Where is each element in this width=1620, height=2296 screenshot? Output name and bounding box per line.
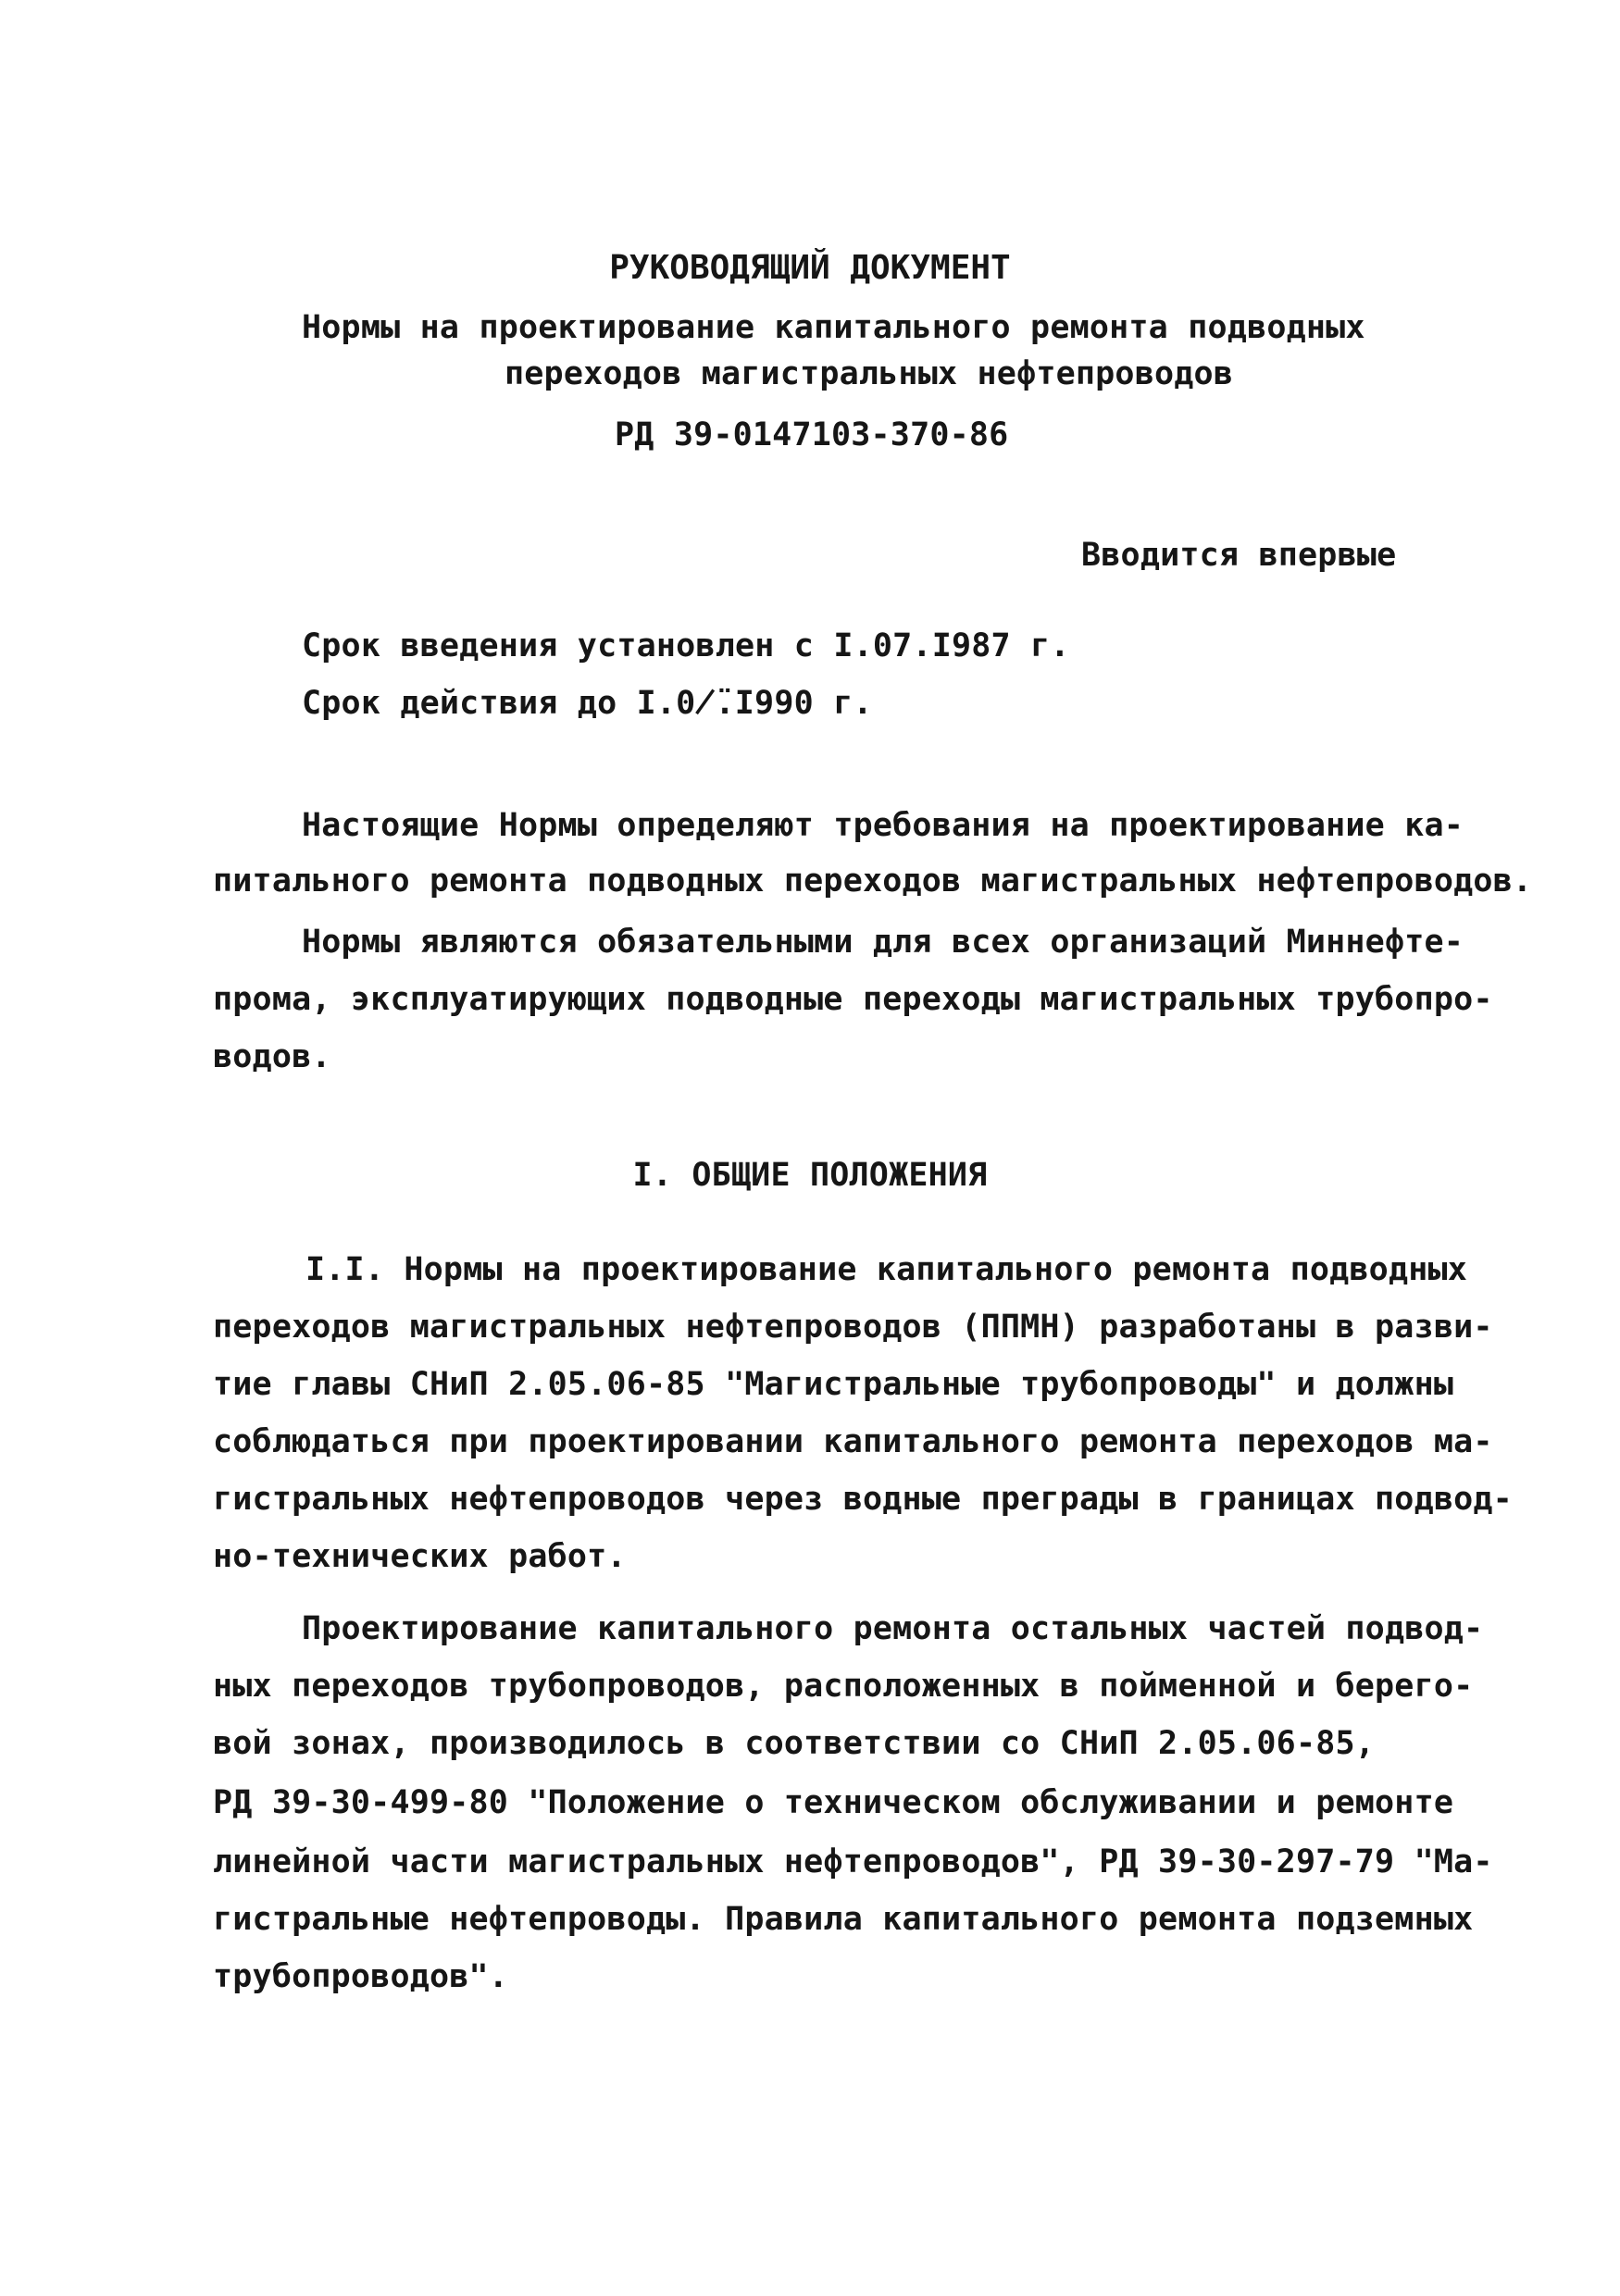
title-line-1: Нормы на проектирование капитального ремонта подводных [302, 309, 1365, 346]
clause-1-1-line-4: соблюдаться при проектировании капитального ремонта переходов ма- [213, 1423, 1493, 1460]
intro-paragraph-2-line-2: прома, эксплуатирующих подводные переходы магистральных трубопро- [213, 981, 1493, 1018]
effective-date: Срок введения установлен с I.07.I987 г. [302, 627, 1070, 664]
clause-1-1-continued-line-2: ных переходов трубопроводов, расположенных в пойменной и берего- [213, 1668, 1474, 1705]
clause-1-1-line-6: но-технических работ. [213, 1538, 627, 1575]
clause-1-1-continued-line-5: линейной части магистральных нефтепроводов", РД 39-30-297-79 "Ма- [213, 1843, 1493, 1880]
document-heading: РУКОВОДЯЩИЙ ДОКУМЕНТ [609, 249, 1011, 287]
intro-paragraph-1-line-1: Настоящие Нормы определяют требования на проектирование ка- [302, 807, 1464, 844]
intro-paragraph-1-line-2: питального ремонта подводных переходов магистральных нефтепроводов. [213, 863, 1533, 900]
clause-1-1-line-5: гистральных нефтепроводов через водные преграды в границах подвод- [213, 1481, 1513, 1518]
intro-paragraph-2-line-3: водов. [213, 1038, 331, 1075]
clause-1-1-line-1: I.I. Нормы на проектирование капитального ремонта подводных [305, 1251, 1468, 1288]
clause-1-1-continued-line-1: Проектирование капитального ремонта остальных частей подвод- [302, 1610, 1484, 1647]
clause-1-1-continued-line-4: РД 39-30-499-80 "Положение о техническом обслуживании и ремонте [213, 1784, 1454, 1821]
clause-1-1-line-2: переходов магистральных нефтепроводов (ППМН) разработаны в разви- [213, 1309, 1493, 1346]
title-line-2: переходов магистральных нефтепроводов [505, 355, 1234, 392]
clause-1-1-continued-line-7: трубопроводов". [213, 1958, 509, 1995]
clause-1-1-continued-line-3: вой зонах, производилось в соответствии со СНиП 2.05.06-85, [213, 1725, 1376, 1762]
intro-paragraph-2-line-1: Нормы являются обязательными для всех организаций Миннефте- [302, 924, 1464, 961]
clause-1-1-line-3: тие главы СНиП 2.05.06-85 "Магистральные трубопроводы" и должны [213, 1366, 1454, 1403]
introduced-note: Вводится впервые [1081, 537, 1397, 574]
document-designation: РД 39-0147103-370-86 [615, 416, 1009, 453]
validity-date: Срок действия до I.0̸̈.I990 г. [302, 685, 873, 722]
clause-1-1-continued-line-6: гистральные нефтепроводы. Правила капитального ремонта подземных [213, 1901, 1474, 1938]
section-title: I. ОБЩИЕ ПОЛОЖЕНИЯ [632, 1157, 988, 1194]
